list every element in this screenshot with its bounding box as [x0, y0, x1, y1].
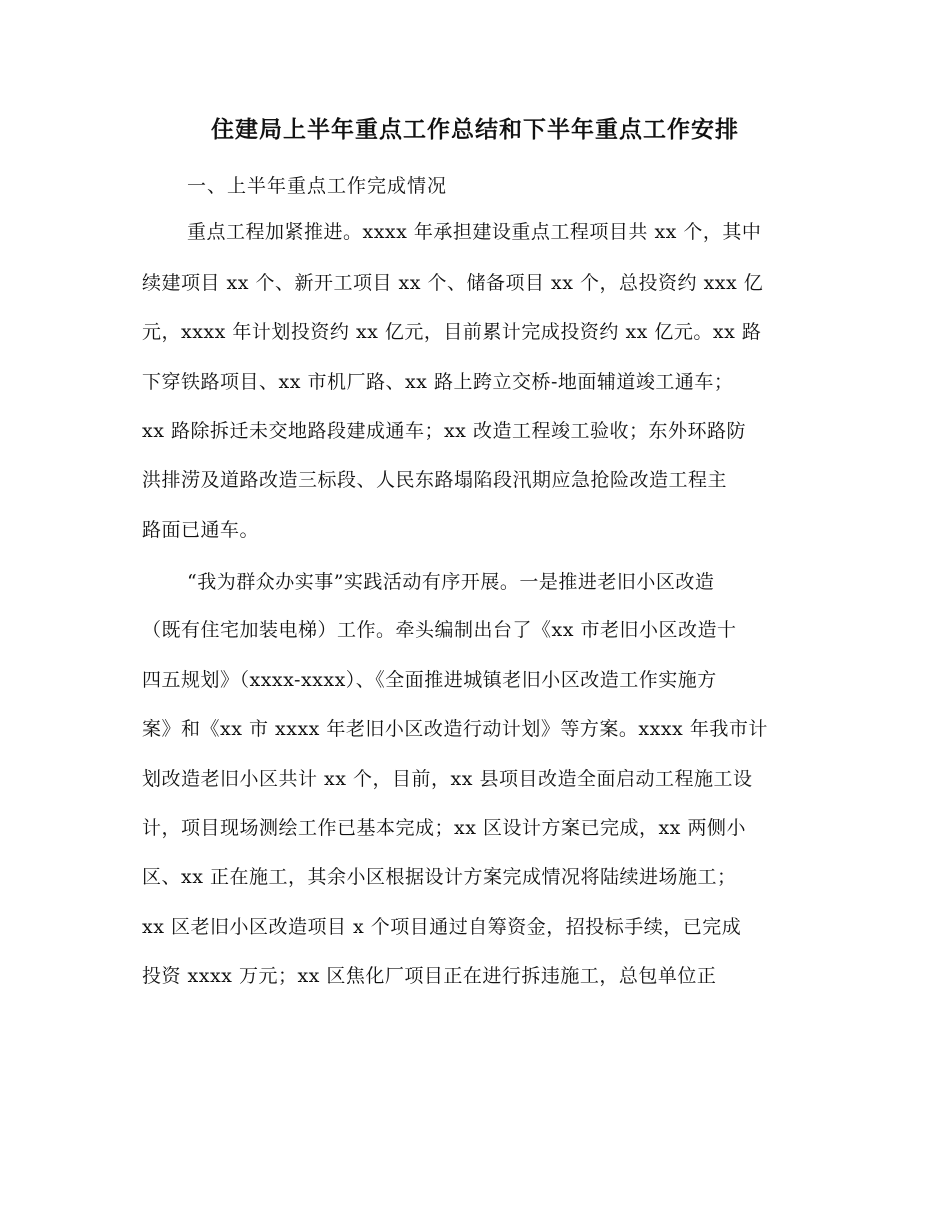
paragraph-line: 续建项目 xx 个、新开工项目 xx 个、储备项目 xx 个，总投资约 xxx 亿 [142, 272, 764, 294]
paragraph-line: （既有住宅加装电梯）工作。牵头编制出台了《xx 市老旧小区改造十 [142, 619, 737, 641]
paragraph-line: xx 路除拆迁未交地路段建成通车；xx 改造工程竣工验收；东外环路防 [142, 420, 746, 442]
paragraph-line: 投资 xxxx 万元；xx 区焦化厂项目正在进行拆违施工，总包单位正 [142, 965, 717, 987]
paragraph-line: 计，项目现场测绘工作已基本完成；xx 区设计方案已完成，xx 两侧小 [142, 817, 746, 839]
paragraph-line: 元，xxxx 年计划投资约 xx 亿元，目前累计完成投资约 xx 亿元。xx 路 [142, 321, 762, 343]
paragraph-line: 四五规划》（xxxx-xxxx）、《全面推进城镇老旧小区改造工作实施方 [142, 669, 717, 691]
paragraph-line: 划改造老旧小区共计 xx 个，目前，xx 县项目改造全面启动工程施工设 [142, 768, 753, 790]
paragraph-line: 路面已通车。 [142, 519, 260, 541]
paragraph-line: “我为群众办实事”实践活动有序开展。一是推进老旧小区改造 [187, 571, 715, 593]
paragraph-line: 案》和《xx 市 xxxx 年老旧小区改造行动计划》等方案。xxxx 年我市计 [142, 718, 768, 740]
document-title: 住建局上半年重点工作总结和下半年重点工作安排 [211, 116, 739, 143]
paragraph-line: 洪排涝及道路改造三标段、人民东路塌陷段汛期应急抢险改造工程主 [142, 469, 728, 491]
paragraph-line: 重点工程加紧推进。xxxx 年承担建设重点工程项目共 xx 个，其中 [187, 221, 762, 243]
paragraph-line: xx 区老旧小区改造项目 x 个项目通过自筹资金，招投标手续，已完成 [142, 916, 742, 938]
paragraph-line: 下穿铁路项目、xx 市机厂路、xx 路上跨立交桥-地面辅道竣工通车； [142, 371, 734, 393]
section-heading: 一、上半年重点工作完成情况 [187, 175, 448, 197]
paragraph-line: 区、xx 正在施工，其余小区根据设计方案完成情况将陆续进场施工； [142, 866, 737, 888]
